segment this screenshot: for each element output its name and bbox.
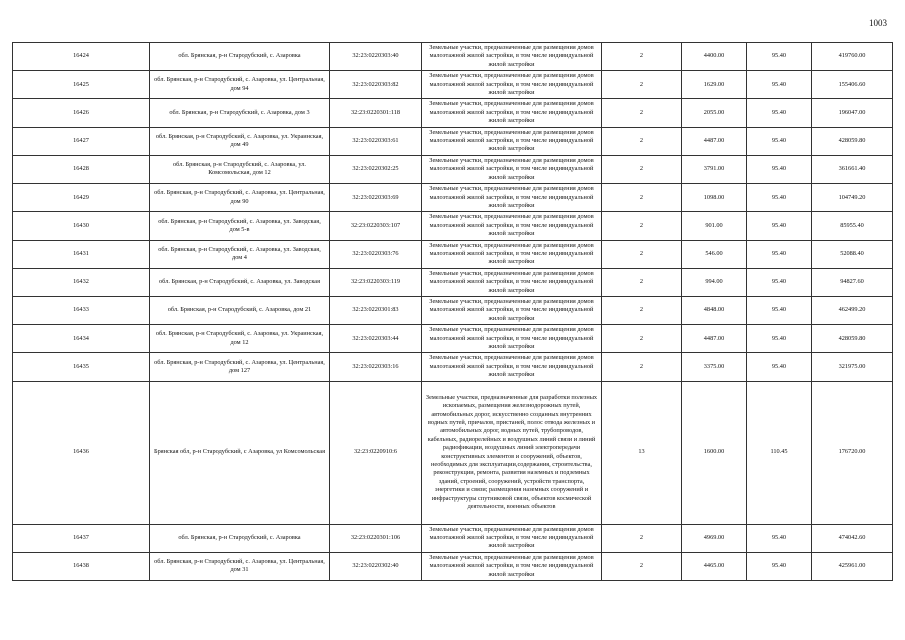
cadastral-value-cell: 419760.00 (812, 43, 893, 71)
table-row (13, 212, 893, 240)
table-row (13, 353, 893, 381)
address-cell: обл. Брянская, р-н Стародубский, с. Азаровка, ул. Заводская, дом 5-в (150, 212, 330, 240)
address-cell: обл. Брянская, р-н Стародубский, с. Азаровка, дом 21 (150, 296, 330, 324)
address-cell: обл. Брянская, р-н Стародубский, с. Азаровка, дом 3 (150, 99, 330, 127)
cadastral-number-cell: 32:23:0220910:6 (330, 381, 422, 524)
table-row (13, 71, 893, 99)
land-use-cell: Земельные участки, предназначенные для размещения домов малоэтажной жилой застройки, в том числе индивидуальной жилой застройки (422, 184, 602, 212)
cadastral-number-cell: 32:23:0220301:83 (330, 296, 422, 324)
cadastral-number-cell: 32:23:0220303:107 (330, 212, 422, 240)
cadastral-number-cell: 32:23:0220303:40 (330, 43, 422, 71)
table-row (13, 552, 893, 580)
specific-value-cell: 95.40 (747, 184, 812, 212)
area-cell: 3375.00 (682, 353, 747, 381)
area-cell: 4848.00 (682, 296, 747, 324)
cadastral-number-cell: 32:23:0220301:106 (330, 524, 422, 552)
area-cell: 3791.00 (682, 155, 747, 183)
table-row (13, 268, 893, 296)
area-cell: 4465.00 (682, 552, 747, 580)
cadastral-value-cell: 155406.60 (812, 71, 893, 99)
land-use-cell: Земельные участки, предназначенные для размещения домов малоэтажной жилой застройки, в том числе индивидуальной жилой застройки (422, 296, 602, 324)
cadastral-value-cell: 425961.00 (812, 552, 893, 580)
address-cell: обл. Брянская, р-н Стародубский, с. Азаровка, ул. Центральная, дом 94 (150, 71, 330, 99)
land-use-cell: Земельные участки, предназначенные для размещения домов малоэтажной жилой застройки, в том числе индивидуальной жилой застройки (422, 155, 602, 183)
group-code-cell: 2 (602, 552, 682, 580)
specific-value-cell: 95.40 (747, 43, 812, 71)
address-cell: обл. Брянская, р-н Стародубский, с. Азаровка, ул. Комсомольская, дом 12 (150, 155, 330, 183)
cadastral-value-cell: 196047.00 (812, 99, 893, 127)
row-number: 16437 (13, 524, 150, 552)
land-use-cell: Земельные участки, предназначенные для размещения домов малоэтажной жилой застройки, в том числе индивидуальной жилой застройки (422, 212, 602, 240)
cadastral-number-cell: 32:23:0220301:118 (330, 99, 422, 127)
cadastral-value-cell: 474042.60 (812, 524, 893, 552)
cadastral-number-cell: 32:23:0220303:82 (330, 71, 422, 99)
land-use-cell: Земельные участки, предназначенные для размещения домов малоэтажной жилой застройки, в том числе индивидуальной жилой застройки (422, 552, 602, 580)
specific-value-cell: 95.40 (747, 240, 812, 268)
group-code-cell: 2 (602, 127, 682, 155)
group-code-cell: 2 (602, 71, 682, 99)
cadastral-number-cell: 32:23:0220303:76 (330, 240, 422, 268)
row-number: 16425 (13, 71, 150, 99)
specific-value-cell: 110.45 (747, 381, 812, 524)
row-number: 16426 (13, 99, 150, 127)
land-use-cell: Земельные участки, предназначенные для размещения домов малоэтажной жилой застройки, в том числе индивидуальной жилой застройки (422, 268, 602, 296)
group-code-cell: 2 (602, 296, 682, 324)
land-use-cell: Земельные участки, предназначенные для размещения домов малоэтажной жилой застройки, в том числе индивидуальной жилой застройки (422, 325, 602, 353)
land-use-cell: Земельные участки, предназначенные для разработки полезных ископаемых, размещения железнодорожных путей, автомобильных дорог, искусственно созданных внутренних водных путей, причалов, пристаней, полос отвода железных и автомобильных дорог, водных путей, трубопроводов, кабельных, радиорелейных и воздушных линий связи и линий радиофикации, воздушных линий электропередачи конструктивных элементов и сооружений, объектов, необходимых для эксплуатации,содержания, строительства, реконструкции, ремонта, развития наземных и подземных зданий, строений, сооружений, устройств транспорта, энергетики и связи; размещения наземных сооружений и инфраструктуры спутниковой связи, объектов космической деятельности, военных объектов (422, 381, 602, 524)
specific-value-cell: 95.40 (747, 296, 812, 324)
address-cell: обл. Брянская, р-н Стародубский, с. Азаровка (150, 524, 330, 552)
area-cell: 4487.00 (682, 325, 747, 353)
row-number: 16431 (13, 240, 150, 268)
area-cell: 4400.00 (682, 43, 747, 71)
group-code-cell: 13 (602, 381, 682, 524)
address-cell: обл. Брянская, р-н Стародубский, с. Азаровка, ул. Заводская, дом 4 (150, 240, 330, 268)
cadastral-number-cell: 32:23:0220302:25 (330, 155, 422, 183)
address-cell: обл. Брянская, р-н Стародубский, с. Азаровка, ул. Украинская, дом 49 (150, 127, 330, 155)
area-cell: 994.00 (682, 268, 747, 296)
group-code-cell: 2 (602, 524, 682, 552)
area-cell: 1629.00 (682, 71, 747, 99)
land-use-cell: Земельные участки, предназначенные для размещения домов малоэтажной жилой застройки, в том числе индивидуальной жилой застройки (422, 353, 602, 381)
specific-value-cell: 95.40 (747, 71, 812, 99)
specific-value-cell: 95.40 (747, 127, 812, 155)
specific-value-cell: 95.40 (747, 155, 812, 183)
specific-value-cell: 95.40 (747, 353, 812, 381)
table-row (13, 296, 893, 324)
address-cell: обл. Брянская, р-н Стародубский, с. Азаровка, ул. Заводская (150, 268, 330, 296)
group-code-cell: 2 (602, 240, 682, 268)
row-number: 16435 (13, 353, 150, 381)
table-row (13, 43, 893, 71)
table-row (13, 184, 893, 212)
cadastral-number-cell: 32:23:0220302:40 (330, 552, 422, 580)
group-code-cell: 2 (602, 43, 682, 71)
specific-value-cell: 95.40 (747, 524, 812, 552)
cadastral-value-cell: 361661.40 (812, 155, 893, 183)
cadastral-number-cell: 32:23:0220303:61 (330, 127, 422, 155)
specific-value-cell: 95.40 (747, 268, 812, 296)
cadastral-value-cell: 94827.60 (812, 268, 893, 296)
row-number: 16427 (13, 127, 150, 155)
row-number: 16428 (13, 155, 150, 183)
cadastral-value-cell: 52088.40 (812, 240, 893, 268)
group-code-cell: 2 (602, 353, 682, 381)
address-cell: Брянская обл, р-н Стародубский, с Азаровка, ул Комсомольская (150, 381, 330, 524)
area-cell: 1600.00 (682, 381, 747, 524)
group-code-cell: 2 (602, 99, 682, 127)
specific-value-cell: 95.40 (747, 325, 812, 353)
table-row (13, 127, 893, 155)
row-number: 16432 (13, 268, 150, 296)
table-row (13, 99, 893, 127)
cadastral-number-cell: 32:23:0220303:16 (330, 353, 422, 381)
group-code-cell: 2 (602, 184, 682, 212)
page-number: 1003 (869, 18, 887, 28)
specific-value-cell: 95.40 (747, 552, 812, 580)
cadastral-number-cell: 32:23:0220303:119 (330, 268, 422, 296)
cadastral-value-cell: 176720.00 (812, 381, 893, 524)
land-use-cell: Земельные участки, предназначенные для размещения домов малоэтажной жилой застройки, в том числе индивидуальной жилой застройки (422, 71, 602, 99)
address-cell: обл. Брянская, р-н Стародубский, с. Азаровка, ул. Центральная, дом 31 (150, 552, 330, 580)
address-cell: обл. Брянская, р-н Стародубский, с. Азаровка, ул. Центральная, дом 90 (150, 184, 330, 212)
cadastral-value-cell: 104749.20 (812, 184, 893, 212)
row-number: 16433 (13, 296, 150, 324)
table-body (13, 43, 893, 581)
area-cell: 4487.00 (682, 127, 747, 155)
cadastral-number-cell: 32:23:0220303:69 (330, 184, 422, 212)
group-code-cell: 2 (602, 268, 682, 296)
row-number: 16434 (13, 325, 150, 353)
address-cell: обл. Брянская, р-н Стародубский, с. Азаровка, ул. Центральная, дом 127 (150, 353, 330, 381)
area-cell: 2055.00 (682, 99, 747, 127)
table-row (13, 155, 893, 183)
cadastral-value-cell: 462499.20 (812, 296, 893, 324)
area-cell: 901.00 (682, 212, 747, 240)
land-use-cell: Земельные участки, предназначенные для размещения домов малоэтажной жилой застройки, в том числе индивидуальной жилой застройки (422, 99, 602, 127)
land-use-cell: Земельные участки, предназначенные для размещения домов малоэтажной жилой застройки, в том числе индивидуальной жилой застройки (422, 524, 602, 552)
land-use-cell: Земельные участки, предназначенные для размещения домов малоэтажной жилой застройки, в том числе индивидуальной жилой застройки (422, 43, 602, 71)
row-number: 16424 (13, 43, 150, 71)
cadastral-number-cell: 32:23:0220303:44 (330, 325, 422, 353)
address-cell: обл. Брянская, р-н Стародубский, с. Азаровка, ул. Украинская, дом 12 (150, 325, 330, 353)
cadastral-value-cell: 428059.80 (812, 325, 893, 353)
table-row (13, 240, 893, 268)
area-cell: 546.00 (682, 240, 747, 268)
address-cell: обл. Брянская, р-н Стародубский, с. Азаровка (150, 43, 330, 71)
row-number: 16430 (13, 212, 150, 240)
group-code-cell: 2 (602, 155, 682, 183)
table-row (13, 524, 893, 552)
land-use-cell: Земельные участки, предназначенные для размещения домов малоэтажной жилой застройки, в том числе индивидуальной жилой застройки (422, 127, 602, 155)
row-number: 16436 (13, 381, 150, 524)
row-number: 16429 (13, 184, 150, 212)
group-code-cell: 2 (602, 325, 682, 353)
group-code-cell: 2 (602, 212, 682, 240)
area-cell: 1098.00 (682, 184, 747, 212)
row-number: 16438 (13, 552, 150, 580)
specific-value-cell: 95.40 (747, 212, 812, 240)
cadastral-value-cell: 85955.40 (812, 212, 893, 240)
area-cell: 4969.00 (682, 524, 747, 552)
table-row (13, 325, 893, 353)
specific-value-cell: 95.40 (747, 99, 812, 127)
cadastral-value-cell: 321975.00 (812, 353, 893, 381)
cadastral-value-table (12, 42, 893, 581)
land-use-cell: Земельные участки, предназначенные для размещения домов малоэтажной жилой застройки, в том числе индивидуальной жилой застройки (422, 240, 602, 268)
table-row (13, 381, 893, 524)
cadastral-value-cell: 428059.80 (812, 127, 893, 155)
